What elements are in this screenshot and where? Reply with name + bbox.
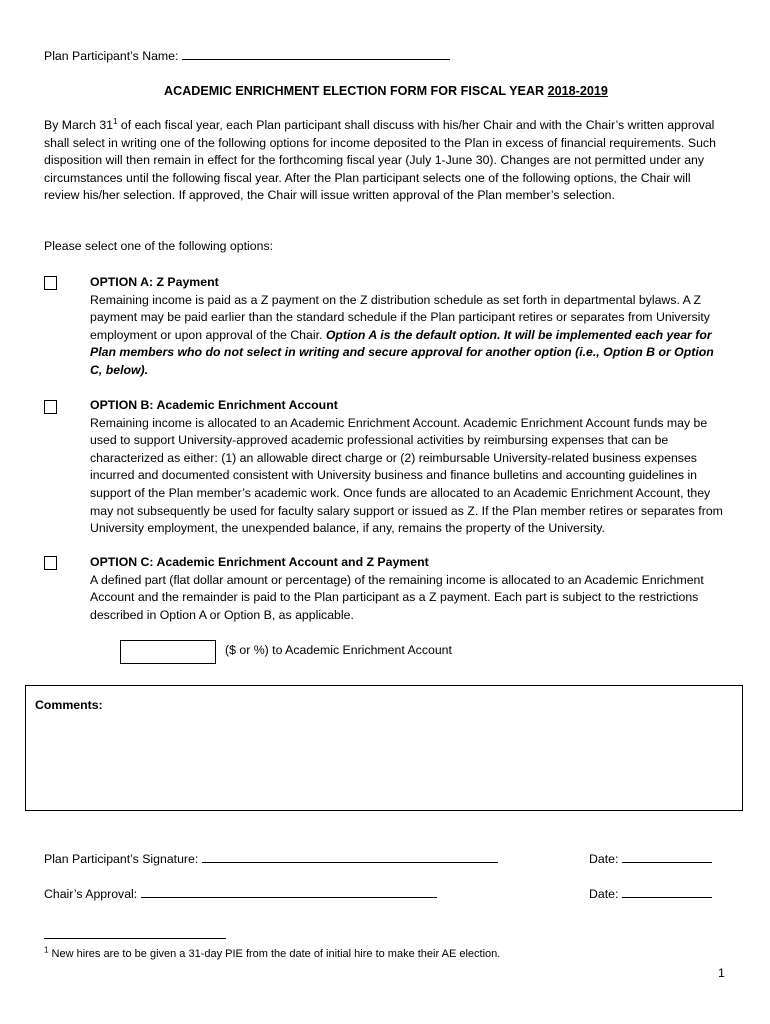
participant-name-field[interactable] — [182, 47, 450, 60]
option-c-heading: OPTION C: Academic Enrichment Account and Z Payment — [90, 555, 429, 569]
intro-text-start: By March 31 — [44, 118, 114, 132]
footnote-text: New hires are to be given a 31-day PIE from the date of initial hire to make their AE election. — [48, 948, 501, 960]
chair-date-row — [589, 885, 712, 901]
aea-amount-label: ($ or %) to Academic Enrichment Account — [225, 643, 452, 657]
option-a — [90, 274, 726, 380]
select-prompt: Please select one of the following options: — [44, 239, 274, 253]
form-title-main: ACADEMIC ENRICHMENT ELECTION FORM FOR FISCAL YEAR — [164, 84, 545, 98]
participant-signature-label: Plan Participant’s Signature: — [44, 852, 199, 866]
aea-amount-input[interactable] — [120, 640, 216, 664]
chair-approval-label: Chair’s Approval: — [44, 887, 138, 901]
participant-date-field[interactable] — [622, 850, 712, 863]
footnote-marker: 1 — [44, 945, 49, 955]
participant-name-label: Plan Participant’s Name: — [44, 49, 179, 63]
option-c-body: A defined part (flat dollar amount or percentage) of the remaining income is allocated to an Academic Enrichment Account and the remainder is paid to the Plan participant as a Z payment. Each part is subject to the restrictions described in Option A or Option B, as applicable. — [90, 572, 704, 622]
option-b-checkbox[interactable] — [44, 400, 57, 414]
comments-box[interactable] — [25, 685, 743, 811]
footnote-ref: 1 — [113, 116, 118, 126]
participant-signature-row — [44, 850, 498, 866]
footnote-rule — [44, 938, 226, 939]
option-a-checkbox[interactable] — [44, 276, 57, 290]
option-b — [90, 397, 726, 538]
form-title-year: 2018-2019 — [547, 84, 608, 98]
chair-date-label: Date: — [589, 887, 619, 901]
participant-date-label: Date: — [589, 852, 619, 866]
footnote — [44, 945, 501, 960]
option-a-default-note: Option A is the default option. It will be implemented each year for Plan members who do not select in writing and secure approval for another option (i.e., Option B or Option C, below). — [90, 327, 714, 377]
participant-signature-field[interactable] — [202, 850, 498, 863]
chair-approval-row — [44, 885, 437, 901]
participant-name-row — [44, 47, 450, 63]
form-title — [164, 84, 608, 98]
page-number: 1 — [718, 966, 725, 980]
intro-text-rest: of each fiscal year, each Plan participant shall discuss with his/her Chair and with the Chair’s written approval shall select in writing one of the following options for income deposited to the Plan in excess of financial requirements. Such disposition will then remain in effect for the forthcoming fiscal year (July 1-June 30). Changes are not permitted under any circumstances until the following fiscal year. After the Plan participant selects one of the following options, the Chair will review his/her selection. If approved, the Chair will issue written approval of the Plan member’s selection. — [44, 118, 716, 203]
chair-date-field[interactable] — [622, 885, 712, 898]
option-c-checkbox[interactable] — [44, 556, 57, 570]
option-b-heading: OPTION B: Academic Enrichment Account — [90, 398, 338, 412]
intro-paragraph — [44, 117, 716, 205]
chair-approval-field[interactable] — [141, 885, 437, 898]
option-a-heading: OPTION A: Z Payment — [90, 275, 219, 289]
option-a-body: Remaining income is paid as a Z payment on the Z distribution schedule as set forth in departmental bylaws. A Z payment may be paid earlier than the standard schedule if the Plan participant retires or separates from University employment or upon approval of the Chair. — [90, 292, 710, 342]
option-c — [90, 554, 730, 624]
comments-label: Comments: — [35, 698, 103, 712]
option-b-body: Remaining income is allocated to an Academic Enrichment Account. Academic Enrichment Account funds may be used to support University-approved academic professional activities by reimbursing expenses that can be characterized as either: (1) an allowable direct charge or (2) reimbursable University-related business expenses incurred and documented consistent with University business and finance bulletins and accounting guidelines in support of the Plan member’s academic work. Once funds are allocated to an Academic Enrichment Account, they may not subsequently be used for faculty salary support or issued as Z. If the Plan member retires or separates from University employment, the unexpended balance, if any, remains the property of the University. — [90, 415, 723, 536]
participant-date-row — [589, 850, 712, 866]
